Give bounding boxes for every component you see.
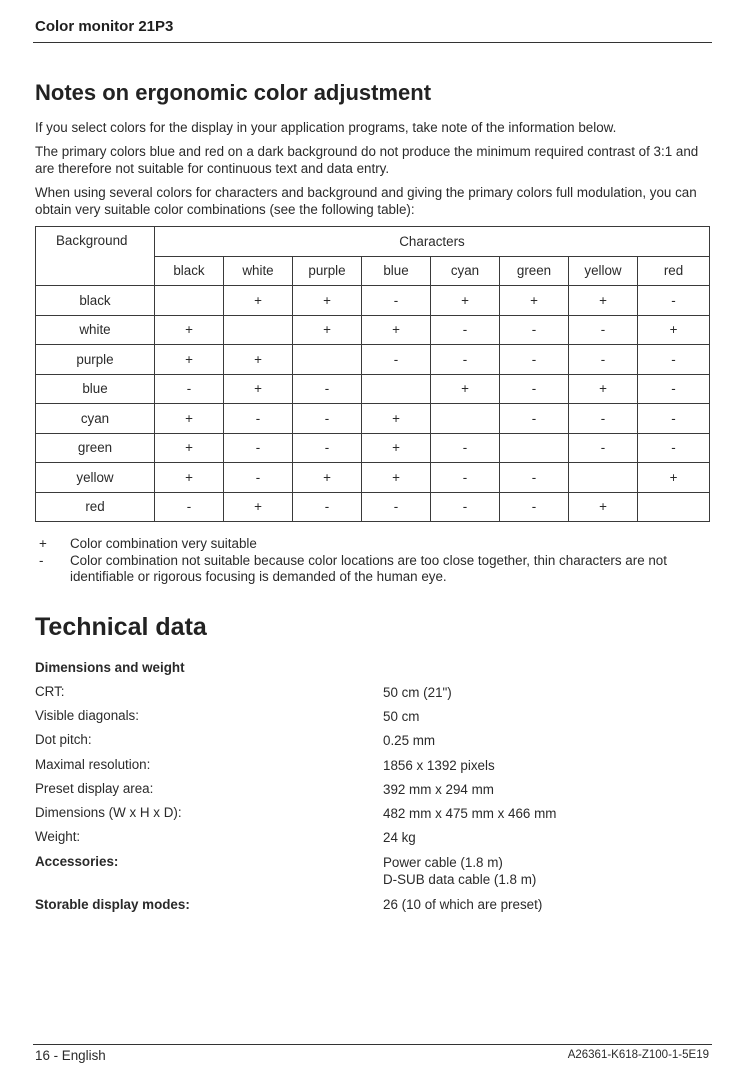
section-heading-technical-data: Technical data (35, 613, 207, 641)
spec-label: Preset display area: (35, 780, 154, 796)
table-cell (362, 374, 431, 404)
table-cell: + (293, 315, 362, 345)
table-cell: - (362, 345, 431, 375)
column-header: cyan (431, 256, 500, 286)
table-cell: - (293, 404, 362, 434)
table-cell: - (500, 374, 569, 404)
table-cell: + (155, 463, 224, 493)
row-header: purple (36, 345, 155, 375)
table-cell: + (362, 463, 431, 493)
table-cell (293, 345, 362, 375)
table-cell: + (362, 404, 431, 434)
row-header: white (36, 315, 155, 345)
table-cell: + (155, 433, 224, 463)
table-cell: - (293, 492, 362, 522)
spec-value: 482 mm x 475 mm x 466 mm (383, 806, 557, 821)
table-cell: + (224, 345, 293, 375)
table-row (36, 492, 710, 522)
table-cell: - (224, 463, 293, 493)
contrast-paragraph: The primary colors blue and red on a dark background do not produce the minimum required contrast of 3:1 and are therefore not suitable for continuous text and data entry. (35, 144, 699, 176)
table-cell: - (362, 286, 431, 316)
table-cell: - (569, 404, 638, 434)
combination-paragraph: When using several colors for characters and background and giving the primary colors full modulation, you can obtain very suitable color combinations (see the following table): (35, 185, 697, 217)
table-cell: - (155, 492, 224, 522)
table-cell: - (431, 433, 500, 463)
row-header: yellow (36, 463, 155, 493)
table-cell: - (431, 463, 500, 493)
table-cell (224, 315, 293, 345)
spec-value: 392 mm x 294 mm (383, 781, 494, 797)
table-row (36, 374, 710, 404)
table-cell: + (569, 286, 638, 316)
table-row (36, 315, 710, 345)
table-cell: + (638, 463, 710, 493)
header-rule (33, 42, 712, 43)
table-row (36, 433, 710, 463)
row-header: green (36, 433, 155, 463)
table-cell: + (431, 374, 500, 404)
table-cell: - (500, 315, 569, 345)
row-header: cyan (36, 404, 155, 434)
spec-value: 24 kg (383, 830, 416, 846)
table-row (36, 286, 710, 316)
table-cell: + (224, 374, 293, 404)
table-cell: + (293, 463, 362, 493)
table-cell: + (569, 492, 638, 522)
table-cell: + (224, 492, 293, 522)
table-cell: + (155, 404, 224, 434)
spec-value: 50 cm (21") (383, 685, 452, 700)
column-header: blue (362, 256, 431, 286)
table-cell: - (638, 404, 710, 434)
spec-label: Visible diagonals: (35, 708, 139, 724)
table-row (36, 404, 710, 434)
background-header: Background (36, 227, 155, 286)
table-cell: - (362, 492, 431, 522)
table-row (36, 345, 710, 375)
spec-label: Weight: (35, 829, 81, 845)
column-header: yellow (569, 256, 638, 286)
table-cell: - (224, 433, 293, 463)
table-row (36, 463, 710, 493)
table-cell: + (569, 374, 638, 404)
table-cell: - (569, 433, 638, 463)
color-combination-table (35, 226, 710, 522)
page-number: 16 - English (35, 1048, 106, 1063)
accessories-value-2: D-SUB data cable (1.8 m) (383, 872, 537, 887)
table-cell (431, 404, 500, 434)
table-cell: - (431, 492, 500, 522)
display-modes-value: 26 (10 of which are preset) (383, 897, 543, 912)
table-cell: + (500, 286, 569, 316)
table-cell: - (638, 374, 710, 404)
table-cell: + (362, 315, 431, 345)
table-body (36, 286, 710, 522)
table-cell: - (293, 433, 362, 463)
table-cell: - (500, 463, 569, 493)
table-cell (569, 463, 638, 493)
table-cell: - (638, 433, 710, 463)
legend-symbol: + (39, 536, 47, 551)
table-cell: - (500, 345, 569, 375)
spec-label: Dimensions (W x H x D): (35, 805, 182, 820)
column-header: white (224, 256, 293, 286)
column-header: purple (293, 256, 362, 286)
table-cell: - (569, 345, 638, 375)
table-cell (155, 286, 224, 316)
table-cell: + (362, 433, 431, 463)
legend-symbol: - (39, 553, 44, 568)
spec-label: Dot pitch: (35, 732, 92, 748)
table-cell: + (431, 286, 500, 316)
table-cell: - (155, 374, 224, 404)
spec-label: Maximal resolution: (35, 756, 151, 772)
dimensions-subheading: Dimensions and weight (35, 660, 185, 675)
table-cell: - (569, 315, 638, 345)
table-cell: + (155, 345, 224, 375)
accessories-value-1: Power cable (1.8 m) (383, 855, 503, 870)
table-cell: + (293, 286, 362, 316)
document-number: A26361-K618-Z100-1-5E19 (567, 1049, 709, 1061)
table-cell: - (638, 286, 710, 316)
table-cell: - (500, 404, 569, 434)
table-cell: - (638, 345, 710, 375)
row-header: blue (36, 374, 155, 404)
table-cell: + (224, 286, 293, 316)
intro-paragraph: If you select colors for the display in your application programs, take note of the information below. (35, 120, 617, 135)
table-cell: + (638, 315, 710, 345)
table-cell (638, 492, 710, 522)
section-heading-color-adjustment: Notes on ergonomic color adjustment (35, 80, 432, 105)
running-header: Color monitor 21P3 (35, 18, 174, 35)
spec-label: CRT: (35, 684, 65, 699)
column-header: red (638, 256, 710, 286)
table-cell: - (431, 315, 500, 345)
footer-rule (33, 1044, 712, 1045)
characters-header: Characters (155, 227, 710, 257)
legend-text: Color combination very suitable (70, 536, 257, 551)
table-cell: - (224, 404, 293, 434)
legend-text: Color combination not suitable because color locations are too close together, thin characters are not identifiable or rigorous focusing is demanded of the human eye. (70, 553, 667, 584)
table-cell: - (431, 345, 500, 375)
column-header: green (500, 256, 569, 286)
spec-value: 50 cm (383, 709, 420, 725)
table-cell: - (293, 374, 362, 404)
spec-value: 0.25 mm (383, 733, 436, 749)
table-cell: - (500, 492, 569, 522)
row-header: red (36, 492, 155, 522)
display-modes-label: Storable display modes: (35, 897, 190, 912)
spec-value: 1856 x 1392 pixels (383, 757, 495, 773)
accessories-label: Accessories: (35, 854, 119, 869)
row-header: black (36, 286, 155, 316)
table-cell (500, 433, 569, 463)
column-header: black (155, 256, 224, 286)
table-cell: + (155, 315, 224, 345)
